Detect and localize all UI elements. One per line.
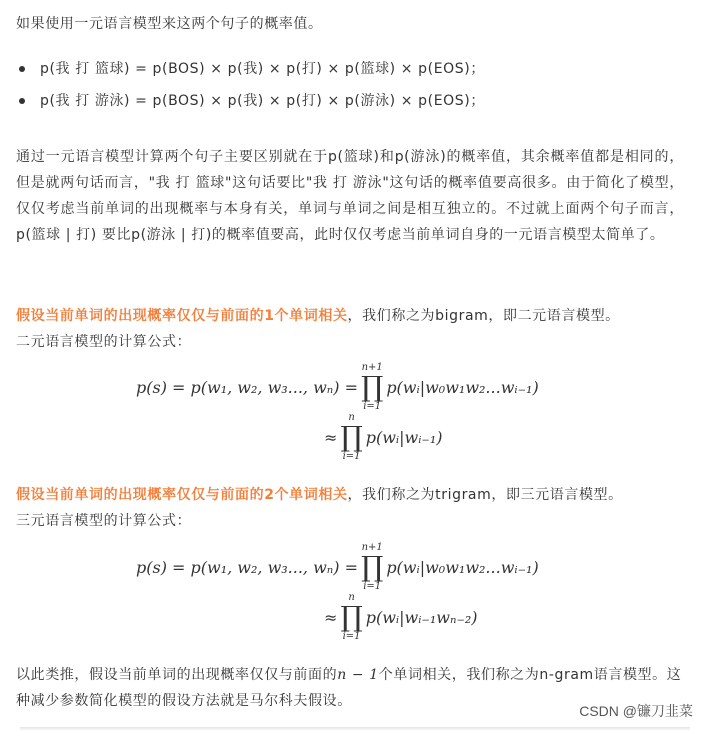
- bigram-formula: [136, 362, 606, 462]
- product-icon: n ∏ i=1: [340, 592, 363, 642]
- conclusion-paragraph: 以此类推，假设当前单词的出现概率仅仅与前面的n − 1个单词相关，我们称之为n-gram语言模型。这种减少参数简化模型的假设方法就是马尔科夫假设。: [16, 667, 682, 709]
- bigram-section: [16, 303, 620, 355]
- trigram-text: ，我们称之为trigram，即三元语言模型。: [347, 487, 623, 503]
- trigram-highlight: 假设当前单词的出现概率仅仅与前面的2个单词相关: [16, 487, 348, 503]
- explanation-paragraph: 通过一元语言模型计算两个句子主要区别就在于p(篮球)和p(游泳)的概率值，其余概率值都是相同的，但是就两句话而言，"我 打 篮球"这句话要比"我 打 游泳"这句话的概率值要高很多。由于简化了模型，仅仅考虑当前单词的出现概率与本身有关，单词与单词之间是相互独立的。不过就上面两个句子而言，p(篮球 | 打) 要比p(游泳 | 打)的概率值要高，此时仅仅考虑当前单词自身的一元语言模型太简单了。: [16, 149, 684, 243]
- product-icon: n ∏ i=1: [340, 412, 363, 462]
- trigram-formula: [136, 542, 606, 642]
- product-icon: n+1 ∏ i=1: [361, 542, 384, 592]
- bottom-divider: [20, 727, 690, 731]
- intro-text: 如果使用一元语言模型来这两个句子的概率值。: [16, 16, 323, 32]
- product-icon: n+1 ∏ i=1: [361, 362, 384, 412]
- csdn-watermark: CSDN @镰刀韭菜: [579, 703, 693, 719]
- bullet-list: [16, 53, 485, 117]
- trigram-section: [16, 482, 623, 534]
- bigram-text: ，我们称之为bigram，即二元语言模型。: [347, 308, 620, 324]
- formula-lhs: p(s) = p(w₁, w₂, w₃..., wₙ) =: [136, 557, 359, 577]
- bullet-item: p(我 打 篮球) = p(BOS) × p(我) × p(打) × p(篮球) × p(EOS)；: [40, 53, 485, 85]
- trigram-formula-label: 三元语言模型的计算公式：: [16, 513, 192, 529]
- bigram-highlight: 假设当前单词的出现概率仅仅与前面的1个单词相关: [16, 308, 348, 324]
- formula-rhs: p(wᵢ|w₀w₁w₂...wᵢ₋₁): [386, 557, 539, 577]
- formula-lhs: p(s) = p(w₁, w₂, w₃..., wₙ) =: [136, 377, 359, 397]
- bullet-item: p(我 打 游泳) = p(BOS) × p(我) × p(打) × p(游泳) × p(EOS)；: [40, 85, 485, 117]
- formula-rhs: p(wᵢ|wᵢ₋₁wₙ₋₂): [365, 607, 478, 627]
- approx-sign: ≈: [324, 607, 338, 627]
- formula-rhs: p(wᵢ|w₀w₁w₂...wᵢ₋₁): [386, 377, 539, 397]
- formula-rhs: p(wᵢ|wᵢ₋₁): [365, 427, 443, 447]
- bigram-formula-label: 二元语言模型的计算公式：: [16, 334, 192, 350]
- approx-sign: ≈: [324, 427, 338, 447]
- n-minus-1-math: n − 1: [337, 667, 379, 683]
